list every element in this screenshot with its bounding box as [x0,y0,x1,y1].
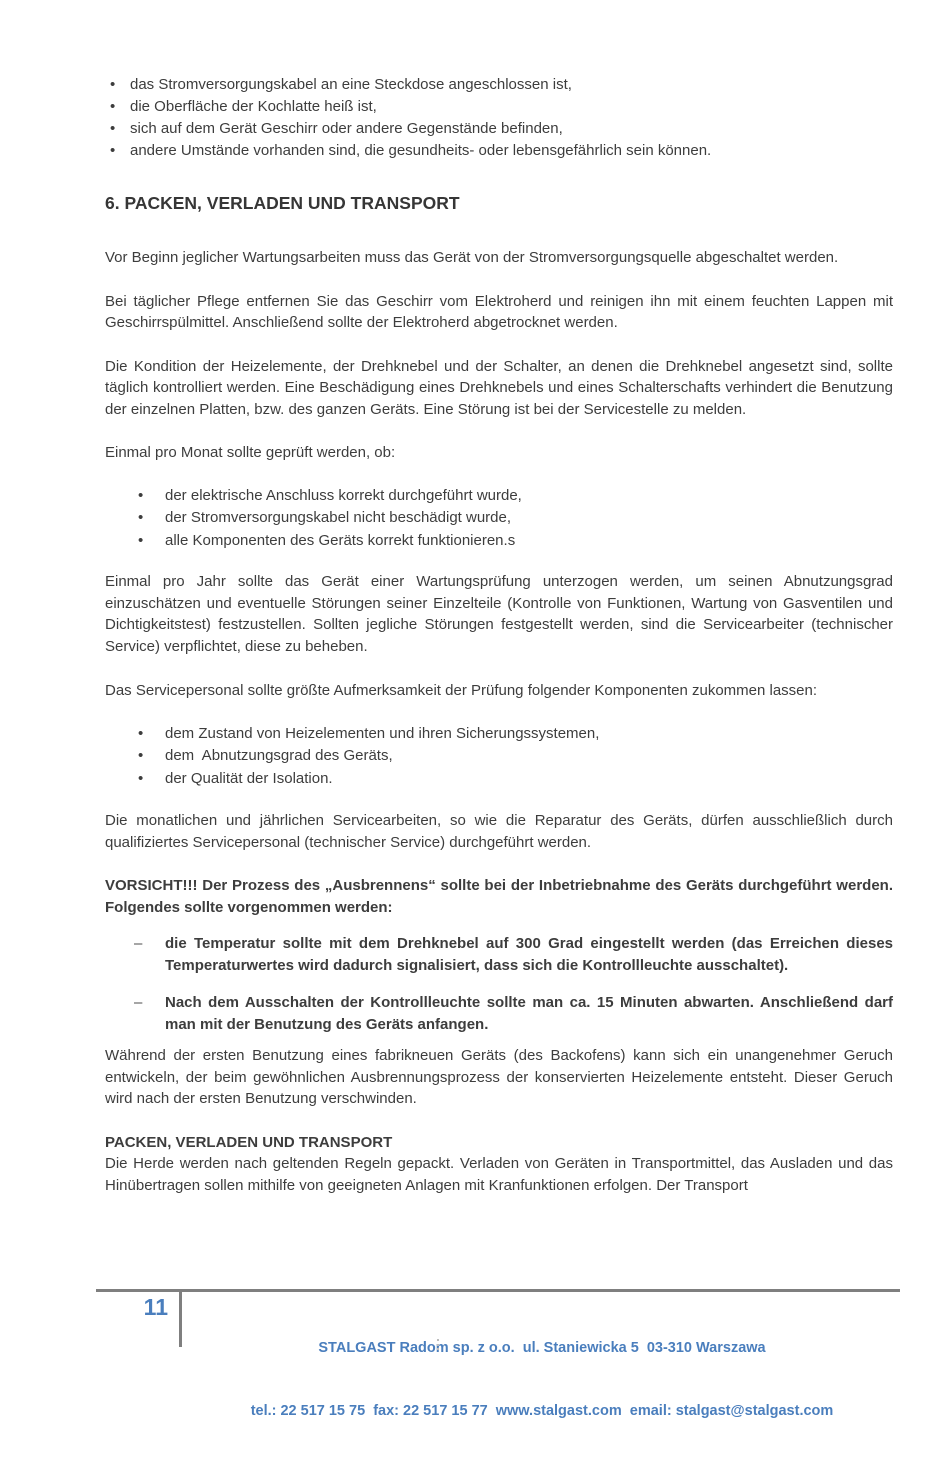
monthly-check-list [105,485,893,553]
footer-contact-line: tel.: 22 517 15 75 fax: 22 517 15 77 www.stalgast.com email: stalgast@stalgast.com [250,1403,834,1419]
bullet-item [105,723,893,746]
paragraph-packing: Die Herde werden nach geltenden Regeln gepackt. Verladen von Geräten in Transportmittel, das Ausladen und das Hinübertragen sollen mithilfe von geeigneten Anlagen mit Kranfunktionen erfolgen. Der Transport [105,1155,893,1194]
bullet-item [105,530,893,553]
bottom-center-mark [437,1339,439,1350]
service-check-list [105,723,893,791]
bullet-text: der Stromversorgungskabel nicht beschädigt wurde, [165,509,512,526]
bullet-marker: • [110,76,116,93]
bullet-text: der Qualität der Isolation. [165,769,333,787]
dash-text: Nach dem Ausschalten der Kontrollleuchte sollte man ca. 15 Minuten abwarten. Anschließend darf man mit der Benutzung des Geräts anfangen. [165,994,893,1033]
bullet-marker: • [138,769,144,787]
bullet-item [105,74,893,96]
intro-bullet-list [105,74,893,162]
bullet-item [105,140,893,162]
paragraph-monthly-intro: Einmal pro Monat sollte geprüft werden, ob: [105,444,396,461]
bullet-item [105,507,893,530]
bullet-marker: • [110,142,116,159]
bullet-text: der elektrische Anschluss korrekt durchgeführt wurde, [165,486,522,504]
section-heading: 6. PACKEN, VERLADEN UND TRANSPORT [105,193,460,213]
document-body [105,74,893,1196]
paragraph-daily-care: Bei täglicher Pflege entfernen Sie das Geschirr vom Elektroherd und reinigen ihn mit einem feuchten Lappen mit Geschirrspülmittel. Anschließend sollte der Elektroherd abgetrocknet werden. [105,292,893,331]
dash-item [105,992,893,1036]
footer-horizontal-rule [96,1289,900,1292]
bullet-text: sich auf dem Gerät Geschirr oder andere Gegenstände befinden, [130,120,563,137]
bullet-text: alle Komponenten des Geräts korrekt funktionieren.s [165,531,516,549]
paragraph-service-attention: Das Servicepersonal sollte größte Aufmerksamkeit der Prüfung folgender Komponenten zukommen lassen: [105,682,818,699]
bullet-text: das Stromversorgungskabel an eine Steckdose angeschlossen ist, [130,76,572,93]
paragraph-yearly: Einmal pro Jahr sollte das Gerät einer Wartungsprüfung unterzogen werden, um seinen Abnutzungsgrad einzuschätzen und eventuelle Störungen seiner Einzelteile (Kontrolle von Funktionen, Wartung von Gasventilen und Dichtigkeitstest) festzustellen. Sollten jegliche Störungen festgestellt werden, sind die Servicearbeiter (technischer Service) verpflichtet, diese zu beheben. [105,573,893,655]
bullet-text: die Oberfläche der Kochlatte heiß ist, [130,98,377,115]
footer [186,1296,898,1464]
bullet-marker: • [138,747,144,764]
bullet-item [105,768,893,791]
bullet-marker: • [138,509,144,526]
dash-text: die Temperatur sollte mit dem Drehknebel auf 300 Grad eingestellt werden (das Erreichen dieses Temperaturwertes wird dadurch signalisiert, dass sich die Kontrollleuchte ausschaltet). [165,935,893,974]
paragraph-condition: Die Kondition der Heizelemente, der Drehknebel und der Schalter, an denen die Drehknebel angesetzt sind, sollte täglich kontrolliert werden. Eine Beschädigung eines Drehknebels und eines Schalterschafts verhindert die Benutzung der einzelnen Platten, bzw. des ganzen Geräts. Eine Störung ist bei der Servicestelle zu melden. [105,357,893,418]
warning-paragraph: VORSICHT!!! Der Prozess des „Ausbrennens“ sollte bei der Inbetriebnahme des Geräts durchgeführt werden. Folgendes sollte vorgenommen werden: [105,877,893,916]
page-number: 11 [143,1294,168,1320]
bullet-marker: • [138,531,144,549]
bullet-text: dem Abnutzungsgrad des Geräts, [165,747,393,764]
footer-vertical-divider [179,1292,182,1347]
paragraph-power-off: Vor Beginn jeglicher Wartungsarbeiten muss das Gerät von der Stromversorgungsquelle abgeschaltet werden. [105,249,839,266]
paragraph-first-use: Während der ersten Benutzung eines fabrikneuen Geräts (des Backofens) kann sich ein unangenehmer Geruch entwickeln, der beim gewöhnlichen Ausbrennungsprozess der konservierten Heizelemente entsteht. Dieser Geruch wird nach der ersten Benutzung verschwinden. [105,1047,893,1107]
bullet-item [105,96,893,118]
bullet-text: andere Umstände vorhanden sind, die gesundheits- oder lebensgefährlich sein können. [130,142,712,159]
dash-item [105,933,893,977]
bullet-item [105,745,893,768]
sub-heading: PACKEN, VERLADEN UND TRANSPORT [105,1133,393,1151]
paragraph-qualified: Die monatlichen und jährlichen Servicearbeiten, so wie die Reparatur des Geräts, dürfen ausschließlich durch qualifiziertes Servicepersonal (technischer Service) durchgeführt werden. [105,812,893,851]
dash-marker: – [134,994,143,1011]
bullet-marker: • [110,98,116,115]
bullet-marker: • [138,724,144,742]
bullet-text: dem Zustand von Heizelementen und ihren Sicherungssystemen, [165,724,600,742]
dash-marker: – [134,935,143,952]
warning-dash-list [105,933,893,1036]
bullet-marker: • [110,120,116,137]
bullet-item [105,118,893,140]
bullet-item [105,485,893,508]
footer-address-line: STALGAST Radom sp. z o.o. ul. Staniewicka 5 03-310 Warszawa [318,1340,766,1356]
bullet-marker: • [138,486,144,504]
